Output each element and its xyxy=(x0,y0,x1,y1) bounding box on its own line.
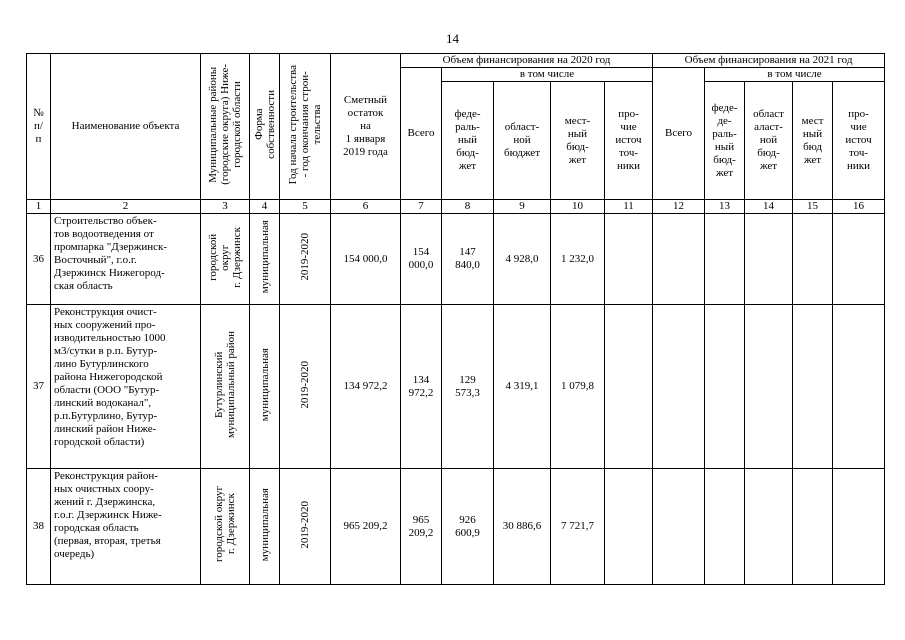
header-local-2020: мест- ный бюд- жет xyxy=(551,82,605,200)
header-federal-2021: феде- де- раль- ный бюд- жет xyxy=(705,82,745,200)
column-number: 11 xyxy=(605,200,653,214)
district-cell: городской округ г. Дзержинск xyxy=(201,214,250,305)
total-2021-cell xyxy=(653,214,705,305)
total-2021-cell xyxy=(653,469,705,585)
header-regional-2021: област аласт- ной бюд- жет xyxy=(745,82,793,200)
other-2020-cell xyxy=(605,469,653,585)
header-fin-2021: Объем финансирования на 2021 год xyxy=(653,54,885,68)
regional-2020-cell: 4 319,1 xyxy=(494,305,551,469)
row-num: 38 xyxy=(27,469,51,585)
federal-2021-cell xyxy=(705,469,745,585)
years-cell: 2019-2020 xyxy=(280,214,331,305)
other-2020-cell xyxy=(605,305,653,469)
column-number: 2 xyxy=(51,200,201,214)
object-name: Реконструкция район- ных очистных соору- жений г. Дзержинска, г.о.г. Дзержинск Ниже- городская область (первая, вторая, третья очередь) xyxy=(51,469,201,585)
federal-2020-cell: 147 840,0 xyxy=(442,214,494,305)
column-number: 1 xyxy=(27,200,51,214)
regional-2021-cell xyxy=(745,469,793,585)
header-estimate: Сметный остаток на 1 января 2019 года xyxy=(331,54,401,200)
column-number: 8 xyxy=(442,200,494,214)
column-number: 15 xyxy=(793,200,833,214)
header-other-2021: про- чие источ точ- ники xyxy=(833,82,885,200)
ownership-cell: муниципальная xyxy=(250,214,280,305)
estimate-cell: 134 972,2 xyxy=(331,305,401,469)
local-2020-cell: 7 721,7 xyxy=(551,469,605,585)
header-including-2021: в том числе xyxy=(705,68,885,82)
header-district: Муниципальные районы (городские округа) Ниже- городской области xyxy=(201,54,250,200)
federal-2020-cell: 129 573,3 xyxy=(442,305,494,469)
other-2021-cell xyxy=(833,214,885,305)
column-number: 4 xyxy=(250,200,280,214)
other-2020-cell xyxy=(605,214,653,305)
district-cell: Бутурлинский муниципальный район xyxy=(201,305,250,469)
column-number-row xyxy=(27,200,885,214)
column-number: 5 xyxy=(280,200,331,214)
header-row-1 xyxy=(27,54,885,68)
total-2020-cell: 154 000,0 xyxy=(401,214,442,305)
header-total-2020: Всего xyxy=(401,68,442,200)
column-number: 10 xyxy=(551,200,605,214)
header-fin-2020: Объем финансирования на 2020 год xyxy=(401,54,653,68)
column-number: 13 xyxy=(705,200,745,214)
header-regional-2020: област- ной бюджет xyxy=(494,82,551,200)
table-row xyxy=(27,305,885,469)
federal-2021-cell xyxy=(705,305,745,469)
financing-table xyxy=(26,53,885,585)
total-2020-cell: 134 972,2 xyxy=(401,305,442,469)
object-name: Реконструкция очист- ных сооружений про- изводительностью 1000 м3/сутки в р.п. Бутур- лино Бутурлинского района Нижегородской области (ООО "Бутур- линский водоканал", р.п.Бутурлино, Бутур- линский район Ниже- городской области) xyxy=(51,305,201,469)
column-number: 12 xyxy=(653,200,705,214)
other-2021-cell xyxy=(833,469,885,585)
other-2021-cell xyxy=(833,305,885,469)
years-cell: 2019-2020 xyxy=(280,469,331,585)
regional-2021-cell xyxy=(745,214,793,305)
table-row xyxy=(27,214,885,305)
object-name: Строительство объек- тов водоотведения от промпарка "Дзержинск- Восточный", г.о.г. Дзержинск Нижегород- ская область xyxy=(51,214,201,305)
header-name: Наименование объекта xyxy=(51,54,201,200)
column-number: 7 xyxy=(401,200,442,214)
column-number: 14 xyxy=(745,200,793,214)
district-cell: городской округ г. Дзержинск xyxy=(201,469,250,585)
local-2021-cell xyxy=(793,305,833,469)
column-number: 16 xyxy=(833,200,885,214)
regional-2020-cell: 30 886,6 xyxy=(494,469,551,585)
ownership-cell: муниципальная xyxy=(250,469,280,585)
local-2020-cell: 1 079,8 xyxy=(551,305,605,469)
column-number: 9 xyxy=(494,200,551,214)
page-number: 14 xyxy=(446,31,459,46)
regional-2021-cell xyxy=(745,305,793,469)
years-cell: 2019-2020 xyxy=(280,305,331,469)
row-num: 36 xyxy=(27,214,51,305)
header-federal-2020: феде- раль- ный бюд- жет xyxy=(442,82,494,200)
header-including-2020: в том числе xyxy=(442,68,653,82)
table-row xyxy=(27,469,885,585)
total-2021-cell xyxy=(653,305,705,469)
header-num: № п/ п xyxy=(27,54,51,200)
local-2021-cell xyxy=(793,214,833,305)
ownership-cell: муниципальная xyxy=(250,305,280,469)
header-other-2020: про- чие источ точ- ники xyxy=(605,82,653,200)
total-2020-cell: 965 209,2 xyxy=(401,469,442,585)
header-years: Год начала строительства - год окончания строи- тельства xyxy=(280,54,331,200)
column-number: 3 xyxy=(201,200,250,214)
estimate-cell: 965 209,2 xyxy=(331,469,401,585)
header-total-2021: Всего xyxy=(653,68,705,200)
header-local-2021: мест ный бюд жет xyxy=(793,82,833,200)
federal-2020-cell: 926 600,9 xyxy=(442,469,494,585)
column-number: 6 xyxy=(331,200,401,214)
local-2020-cell: 1 232,0 xyxy=(551,214,605,305)
row-num: 37 xyxy=(27,305,51,469)
estimate-cell: 154 000,0 xyxy=(331,214,401,305)
local-2021-cell xyxy=(793,469,833,585)
federal-2021-cell xyxy=(705,214,745,305)
regional-2020-cell: 4 928,0 xyxy=(494,214,551,305)
header-ownership: Форма собственности xyxy=(250,54,280,200)
